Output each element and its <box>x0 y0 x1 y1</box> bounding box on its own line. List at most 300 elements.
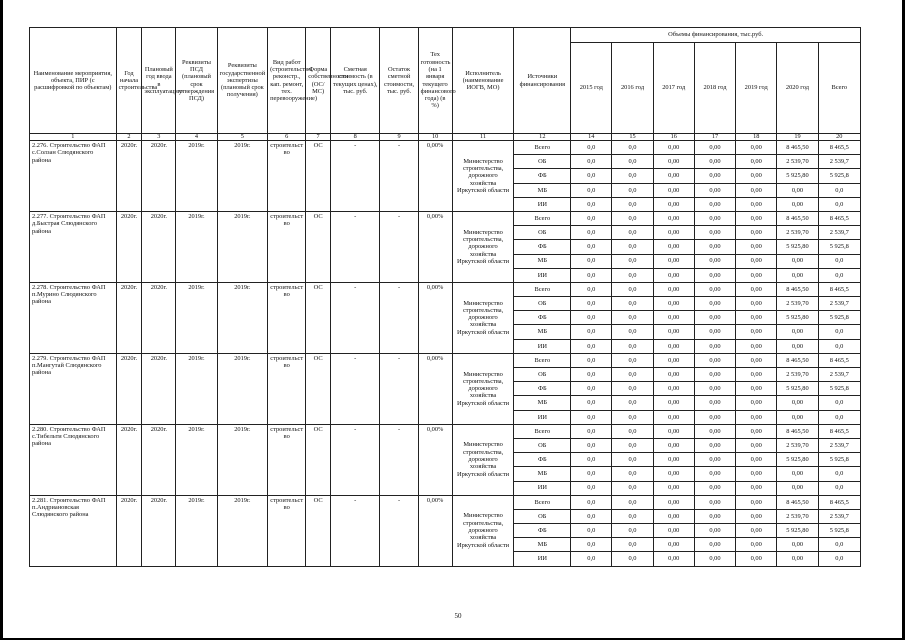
remainder-cell: - <box>380 353 418 424</box>
value-cell: 5 925,80 <box>777 453 818 467</box>
value-cell: 0,0 <box>612 438 653 452</box>
value-cell: 0,00 <box>653 141 694 155</box>
value-cell: 0,00 <box>653 325 694 339</box>
value-cell: 0,00 <box>777 481 818 495</box>
object-block <box>30 424 861 495</box>
start-year-cell: 2020г. <box>116 211 142 282</box>
object-block <box>30 211 861 282</box>
source-cell: ФБ <box>514 240 571 254</box>
header-remaining-cost: Остаток сметной стоимости, тыс. руб. <box>380 28 418 134</box>
value-cell: 0,0 <box>571 197 612 211</box>
table-row <box>30 141 861 155</box>
value-cell: 0,00 <box>736 509 777 523</box>
value-cell: 0,00 <box>736 396 777 410</box>
value-cell: 0,00 <box>777 268 818 282</box>
source-cell: ФБ <box>514 311 571 325</box>
value-cell: 2 539,70 <box>777 509 818 523</box>
column-number: 8 <box>331 134 380 141</box>
planned-year-cell: 2020г. <box>142 141 176 212</box>
value-cell: 0,00 <box>694 353 735 367</box>
expertise-cell: 2019г. <box>217 424 268 495</box>
value-cell: 8 465,50 <box>777 353 818 367</box>
value-cell: 0,0 <box>571 141 612 155</box>
value-cell: 0,0 <box>571 424 612 438</box>
value-cell: 5 925,8 <box>818 169 860 183</box>
value-cell: 0,0 <box>612 169 653 183</box>
value-cell: 0,00 <box>653 509 694 523</box>
value-cell: 5 925,8 <box>818 240 860 254</box>
header-psd-details: Реквизиты ПСД (плановый срок утверждения ПСД) <box>176 28 217 134</box>
value-cell: 0,0 <box>612 382 653 396</box>
source-cell: ОБ <box>514 368 571 382</box>
value-cell: 0,0 <box>612 552 653 566</box>
source-cell: Всего <box>514 282 571 296</box>
work-type-cell: строительство <box>268 353 306 424</box>
value-cell: 0,00 <box>653 353 694 367</box>
start-year-cell: 2020г. <box>116 141 142 212</box>
value-cell: 0,0 <box>571 169 612 183</box>
column-number: 15 <box>612 134 653 141</box>
value-cell: 2 539,70 <box>777 155 818 169</box>
value-cell: 0,0 <box>818 481 860 495</box>
value-cell: 2 539,7 <box>818 438 860 452</box>
object-name: 2.278. Строительство ФАП п.Мурино Слюдянского района <box>30 282 117 353</box>
source-cell: МБ <box>514 325 571 339</box>
value-cell: 0,0 <box>571 353 612 367</box>
table-row <box>30 282 861 296</box>
column-number: 2 <box>116 134 142 141</box>
value-cell: 0,00 <box>694 226 735 240</box>
source-cell: ОБ <box>514 509 571 523</box>
value-cell: 5 925,8 <box>818 311 860 325</box>
table-row <box>30 353 861 367</box>
value-cell: 5 925,8 <box>818 453 860 467</box>
value-cell: 0,00 <box>777 396 818 410</box>
psd-cell: 2019г. <box>176 424 217 495</box>
psd-cell: 2019г. <box>176 141 217 212</box>
value-cell: 0,0 <box>571 467 612 481</box>
estimate-cell: - <box>331 353 380 424</box>
value-cell: 0,00 <box>653 240 694 254</box>
value-cell: 0,00 <box>736 424 777 438</box>
value-cell: 5 925,80 <box>777 240 818 254</box>
value-cell: 8 465,50 <box>777 211 818 225</box>
source-cell: ОБ <box>514 155 571 169</box>
value-cell: 0,00 <box>694 325 735 339</box>
remainder-cell: - <box>380 211 418 282</box>
value-cell: 0,00 <box>653 552 694 566</box>
source-cell: ФБ <box>514 524 571 538</box>
executor-cell: Министерство строительства, дорожного хозяйства Иркутской области <box>452 495 514 566</box>
column-number: 9 <box>380 134 418 141</box>
value-cell: 0,00 <box>653 410 694 424</box>
column-number: 6 <box>268 134 306 141</box>
value-cell: 0,00 <box>653 524 694 538</box>
value-cell: 0,0 <box>571 524 612 538</box>
psd-cell: 2019г. <box>176 282 217 353</box>
value-cell: 0,00 <box>777 254 818 268</box>
financing-table <box>29 27 861 567</box>
psd-cell: 2019г. <box>176 211 217 282</box>
value-cell: 0,0 <box>612 311 653 325</box>
value-cell: 0,00 <box>653 282 694 296</box>
work-type-cell: строительство <box>268 424 306 495</box>
value-cell: 0,0 <box>571 495 612 509</box>
planned-year-cell: 2020г. <box>142 211 176 282</box>
expertise-cell: 2019г. <box>217 495 268 566</box>
value-cell: 8 465,5 <box>818 211 860 225</box>
source-cell: ИИ <box>514 339 571 353</box>
planned-year-cell: 2020г. <box>142 424 176 495</box>
value-cell: 0,00 <box>736 155 777 169</box>
header-sources: Источники финансирования <box>514 28 571 134</box>
value-cell: 0,00 <box>736 169 777 183</box>
value-cell: 0,00 <box>736 297 777 311</box>
column-number: 3 <box>142 134 176 141</box>
object-name: 2.276. Строительство ФАП с.Солзан Слюдянского района <box>30 141 117 212</box>
value-cell: 2 539,7 <box>818 368 860 382</box>
column-number: 4 <box>176 134 217 141</box>
value-cell: 0,0 <box>571 339 612 353</box>
header-year: 2020 год <box>777 43 818 134</box>
value-cell: 0,0 <box>612 141 653 155</box>
value-cell: 0,0 <box>818 467 860 481</box>
value-cell: 0,00 <box>736 339 777 353</box>
value-cell: 0,0 <box>571 226 612 240</box>
value-cell: 0,00 <box>653 169 694 183</box>
planned-year-cell: 2020г. <box>142 353 176 424</box>
object-block <box>30 353 861 424</box>
value-cell: 0,0 <box>571 453 612 467</box>
value-cell: 0,00 <box>777 325 818 339</box>
start-year-cell: 2020г. <box>116 282 142 353</box>
value-cell: 0,00 <box>736 325 777 339</box>
value-cell: 0,00 <box>694 211 735 225</box>
value-cell: 0,0 <box>818 552 860 566</box>
value-cell: 0,0 <box>571 538 612 552</box>
value-cell: 0,00 <box>736 538 777 552</box>
value-cell: 0,00 <box>694 141 735 155</box>
value-cell: 0,00 <box>694 339 735 353</box>
value-cell: 0,0 <box>571 155 612 169</box>
value-cell: 0,00 <box>694 453 735 467</box>
table-row <box>30 211 861 225</box>
value-cell: 0,0 <box>571 552 612 566</box>
source-cell: ИИ <box>514 268 571 282</box>
value-cell: 0,00 <box>694 382 735 396</box>
value-cell: 0,00 <box>694 268 735 282</box>
estimate-cell: - <box>331 141 380 212</box>
source-cell: ФБ <box>514 453 571 467</box>
value-cell: 0,00 <box>694 240 735 254</box>
value-cell: 8 465,5 <box>818 495 860 509</box>
value-cell: 0,0 <box>612 268 653 282</box>
value-cell: 5 925,80 <box>777 382 818 396</box>
start-year-cell: 2020г. <box>116 495 142 566</box>
readiness-cell: 0,00% <box>418 495 452 566</box>
value-cell: 0,0 <box>571 509 612 523</box>
value-cell: 0,00 <box>694 524 735 538</box>
column-number: 14 <box>571 134 612 141</box>
header-work-type: Вид работ (строительство, реконстр., кап. ремонт, тех. перевооружение) <box>268 28 306 134</box>
value-cell: 0,00 <box>653 268 694 282</box>
header-name: Наименование мероприятия, объекта, ПИР (с расшифровкой по объектам) <box>30 28 117 134</box>
value-cell: 2 539,70 <box>777 226 818 240</box>
value-cell: 0,0 <box>612 353 653 367</box>
value-cell: 2 539,70 <box>777 297 818 311</box>
value-cell: 0,00 <box>653 311 694 325</box>
value-cell: 0,00 <box>777 197 818 211</box>
executor-cell: Министерство строительства, дорожного хозяйства Иркутской области <box>452 353 514 424</box>
readiness-cell: 0,00% <box>418 424 452 495</box>
table-row <box>30 424 861 438</box>
object-block <box>30 282 861 353</box>
value-cell: 0,00 <box>694 368 735 382</box>
value-cell: 0,00 <box>777 552 818 566</box>
value-cell: 0,0 <box>818 325 860 339</box>
value-cell: 0,0 <box>571 438 612 452</box>
value-cell: 0,00 <box>694 467 735 481</box>
value-cell: 0,00 <box>736 141 777 155</box>
value-cell: 0,00 <box>653 424 694 438</box>
value-cell: 8 465,50 <box>777 282 818 296</box>
value-cell: 5 925,8 <box>818 382 860 396</box>
value-cell: 8 465,50 <box>777 424 818 438</box>
value-cell: 8 465,5 <box>818 141 860 155</box>
source-cell: ОБ <box>514 438 571 452</box>
source-cell: Всего <box>514 424 571 438</box>
value-cell: 0,0 <box>612 410 653 424</box>
value-cell: 0,00 <box>736 197 777 211</box>
value-cell: 0,0 <box>818 538 860 552</box>
value-cell: 5 925,80 <box>777 311 818 325</box>
source-cell: МБ <box>514 538 571 552</box>
start-year-cell: 2020г. <box>116 353 142 424</box>
value-cell: 0,00 <box>777 339 818 353</box>
column-number: 7 <box>306 134 331 141</box>
expertise-cell: 2019г. <box>217 141 268 212</box>
value-cell: 0,0 <box>571 481 612 495</box>
value-cell: 0,00 <box>694 509 735 523</box>
value-cell: 8 465,5 <box>818 282 860 296</box>
value-cell: 2 539,7 <box>818 155 860 169</box>
planned-year-cell: 2020г. <box>142 495 176 566</box>
source-cell: ОБ <box>514 226 571 240</box>
work-type-cell: строительство <box>268 211 306 282</box>
value-cell: 0,0 <box>612 325 653 339</box>
value-cell: 0,0 <box>571 396 612 410</box>
value-cell: 0,00 <box>694 282 735 296</box>
expertise-cell: 2019г. <box>217 211 268 282</box>
object-name: 2.279. Строительство ФАП п.Мангутай Слюдянского района <box>30 353 117 424</box>
value-cell: 0,0 <box>612 467 653 481</box>
value-cell: 5 925,80 <box>777 169 818 183</box>
value-cell: 0,00 <box>694 155 735 169</box>
object-name: 2.281. Строительство ФАП п.Андриановская Слюдянского района <box>30 495 117 566</box>
value-cell: 0,00 <box>653 339 694 353</box>
ownership-cell: ОС <box>306 282 331 353</box>
value-cell: 0,0 <box>612 495 653 509</box>
column-number: 16 <box>653 134 694 141</box>
object-name: 2.280. Строительство ФАП с.Тибельти Слюдянского района <box>30 424 117 495</box>
expertise-cell: 2019г. <box>217 353 268 424</box>
value-cell: 0,0 <box>571 368 612 382</box>
column-number: 18 <box>736 134 777 141</box>
source-cell: ФБ <box>514 169 571 183</box>
planned-year-cell: 2020г. <box>142 282 176 353</box>
expertise-cell: 2019г. <box>217 282 268 353</box>
psd-cell: 2019г. <box>176 495 217 566</box>
readiness-cell: 0,00% <box>418 282 452 353</box>
header-planned-year: Плановый год ввода в эксплуатацию <box>142 28 176 134</box>
header-start-year: Год начала строительства <box>116 28 142 134</box>
value-cell: 0,0 <box>612 538 653 552</box>
value-cell: 0,00 <box>653 467 694 481</box>
value-cell: 2 539,7 <box>818 226 860 240</box>
table-header <box>30 28 861 141</box>
header-ownership: Форма собственности (ОС/МС) <box>306 28 331 134</box>
value-cell: 0,00 <box>653 197 694 211</box>
value-cell: 0,00 <box>694 538 735 552</box>
value-cell: 0,0 <box>818 268 860 282</box>
value-cell: 0,00 <box>694 197 735 211</box>
column-number: 19 <box>777 134 818 141</box>
value-cell: 0,0 <box>571 311 612 325</box>
value-cell: 0,0 <box>571 268 612 282</box>
source-cell: МБ <box>514 183 571 197</box>
value-cell: 2 539,7 <box>818 297 860 311</box>
value-cell: 0,0 <box>818 410 860 424</box>
value-cell: 0,0 <box>818 339 860 353</box>
source-cell: ФБ <box>514 382 571 396</box>
column-number: 10 <box>418 134 452 141</box>
source-cell: МБ <box>514 467 571 481</box>
ownership-cell: ОС <box>306 141 331 212</box>
value-cell: 0,00 <box>736 438 777 452</box>
start-year-cell: 2020г. <box>116 424 142 495</box>
readiness-cell: 0,00% <box>418 353 452 424</box>
executor-cell: Министерство строительства, дорожного хозяйства Иркутской области <box>452 141 514 212</box>
value-cell: 5 925,8 <box>818 524 860 538</box>
value-cell: 0,00 <box>694 552 735 566</box>
value-cell: 2 539,70 <box>777 438 818 452</box>
table-row <box>30 495 861 509</box>
value-cell: 0,00 <box>694 254 735 268</box>
value-cell: 0,00 <box>653 254 694 268</box>
header-readiness: Тех готовность (на 1 января текущего финансового года) (в %) <box>418 28 452 134</box>
value-cell: 0,00 <box>736 382 777 396</box>
value-cell: 0,00 <box>694 481 735 495</box>
work-type-cell: строительство <box>268 141 306 212</box>
value-cell: 0,0 <box>571 382 612 396</box>
source-cell: ОБ <box>514 297 571 311</box>
source-cell: Всего <box>514 353 571 367</box>
value-cell: 0,0 <box>612 339 653 353</box>
value-cell: 0,00 <box>653 453 694 467</box>
remainder-cell: - <box>380 424 418 495</box>
value-cell: 0,00 <box>653 211 694 225</box>
header-year: 2016 год <box>612 43 653 134</box>
estimate-cell: - <box>331 282 380 353</box>
value-cell: 0,0 <box>612 368 653 382</box>
value-cell: 0,0 <box>612 396 653 410</box>
value-cell: 2 539,7 <box>818 509 860 523</box>
column-number: 5 <box>217 134 268 141</box>
value-cell: 0,0 <box>571 410 612 424</box>
readiness-cell: 0,00% <box>418 141 452 212</box>
value-cell: 0,0 <box>612 524 653 538</box>
ownership-cell: ОС <box>306 211 331 282</box>
value-cell: 8 465,50 <box>777 495 818 509</box>
value-cell: 0,00 <box>736 211 777 225</box>
value-cell: 0,00 <box>736 495 777 509</box>
value-cell: 0,0 <box>612 509 653 523</box>
value-cell: 0,00 <box>736 254 777 268</box>
value-cell: 0,0 <box>612 226 653 240</box>
value-cell: 0,0 <box>571 183 612 197</box>
value-cell: 0,00 <box>653 297 694 311</box>
value-cell: 0,00 <box>736 467 777 481</box>
value-cell: 0,0 <box>612 183 653 197</box>
value-cell: 0,0 <box>571 282 612 296</box>
value-cell: 0,00 <box>736 226 777 240</box>
estimate-cell: - <box>331 211 380 282</box>
source-cell: Всего <box>514 495 571 509</box>
header-estimated-cost: Сметная стоимость (в текущих ценах), тыс. руб. <box>331 28 380 134</box>
work-type-cell: строительство <box>268 282 306 353</box>
value-cell: 0,0 <box>612 240 653 254</box>
value-cell: 0,0 <box>612 297 653 311</box>
page-number: 50 <box>454 612 462 620</box>
value-cell: 0,0 <box>818 183 860 197</box>
value-cell: 0,0 <box>818 396 860 410</box>
value-cell: 0,0 <box>612 254 653 268</box>
value-cell: 8 465,50 <box>777 141 818 155</box>
value-cell: 0,00 <box>736 311 777 325</box>
header-year: 2018 год <box>694 43 735 134</box>
value-cell: 0,00 <box>777 467 818 481</box>
column-number: 12 <box>514 134 571 141</box>
value-cell: 0,0 <box>612 424 653 438</box>
header-year: 2015 год <box>571 43 612 134</box>
value-cell: 0,0 <box>612 155 653 169</box>
value-cell: 0,0 <box>571 297 612 311</box>
value-cell: 0,00 <box>736 183 777 197</box>
value-cell: 0,0 <box>571 211 612 225</box>
value-cell: 0,00 <box>653 438 694 452</box>
value-cell: 0,00 <box>736 524 777 538</box>
value-cell: 0,00 <box>653 183 694 197</box>
header-year: 2017 год <box>653 43 694 134</box>
source-cell: ИИ <box>514 481 571 495</box>
estimate-cell: - <box>331 495 380 566</box>
value-cell: 2 539,70 <box>777 368 818 382</box>
remainder-cell: - <box>380 282 418 353</box>
value-cell: 8 465,5 <box>818 424 860 438</box>
column-number: 20 <box>818 134 860 141</box>
value-cell: 0,00 <box>653 382 694 396</box>
value-cell: 0,00 <box>736 282 777 296</box>
value-cell: 0,00 <box>736 552 777 566</box>
work-type-cell: строительство <box>268 495 306 566</box>
source-cell: Всего <box>514 141 571 155</box>
value-cell: 0,00 <box>653 538 694 552</box>
column-number: 1 <box>30 134 117 141</box>
value-cell: 0,00 <box>653 368 694 382</box>
header-executor: Исполнитель (наименование ИОГВ, МО) <box>452 28 514 134</box>
value-cell: 0,00 <box>736 453 777 467</box>
column-number: 11 <box>452 134 514 141</box>
